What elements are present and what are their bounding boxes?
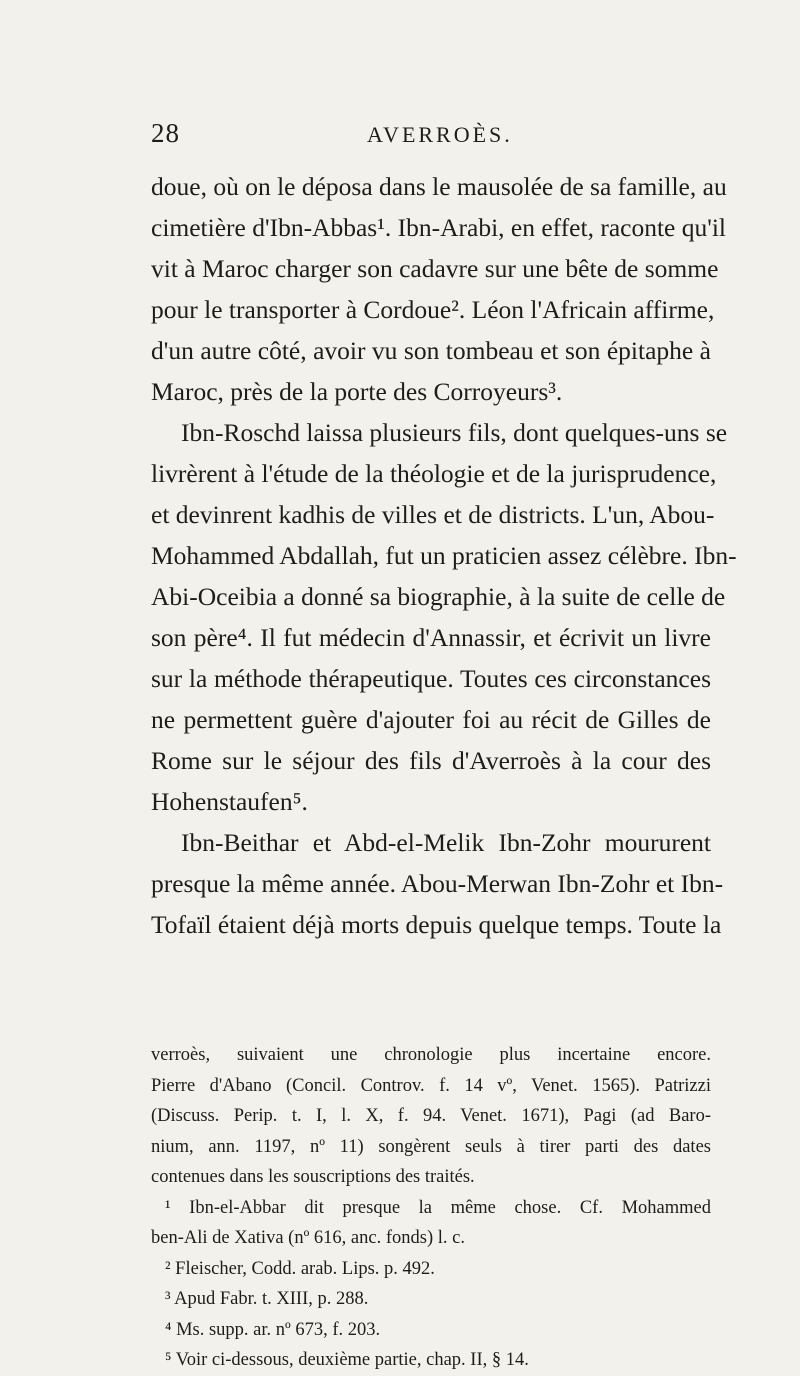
footnote-line: contenues dans les souscriptions des traités. <box>151 1167 475 1187</box>
body-line: pour le transporter à Cordoue². Léon l'Africain affirme, <box>151 295 715 324</box>
footnote-line: nium, ann. 1197, nº 11) songèrent seuls à tirer parti des dates <box>151 1136 711 1157</box>
body-line: livrèrent à l'étude de la théologie et de la jurisprudence, <box>151 459 717 488</box>
footnote-5: ⁵ Voir ci-dessous, deuxième partie, chap. II, § 14. <box>165 1350 529 1370</box>
body-line: et devinrent kadhis de villes et de districts. L'un, Abou- <box>151 500 715 529</box>
body-line: Rome sur le séjour des fils d'Averroès à la cour des <box>151 746 711 775</box>
body-line: doue, où on le déposa dans le mausolée de sa famille, au <box>151 172 727 201</box>
footnote-line: verroès, suivaient une chronologie plus incertaine encore. <box>151 1045 711 1065</box>
footnote-2: ² Fleischer, Codd. arab. Lips. p. 492. <box>165 1258 435 1279</box>
footnote-line: ben-Ali de Xativa (nº 616, anc. fonds) l. c. <box>151 1228 465 1248</box>
body-line: cimetière d'Ibn-Abbas¹. Ibn-Arabi, en effet, raconte qu'il <box>151 213 727 242</box>
running-title: AVERROÈS. <box>367 122 513 147</box>
body-line: vit à Maroc charger son cadavre sur une bête de somme <box>151 254 719 283</box>
body-line: ne permettent guère d'ajouter foi au récit de Gilles de <box>151 705 711 734</box>
body-line: son père⁴. Il fut médecin d'Annassir, et écrivit un livre <box>151 623 711 652</box>
body-line: presque la même année. Abou-Merwan Ibn-Zohr et Ibn- <box>151 869 724 898</box>
footnote-line: Pierre d'Abano (Concil. Controv. f. 14 vº, Venet. 1565). Patrizzi <box>151 1075 711 1096</box>
footnote-1: ¹ Ibn-el-Abbar dit presque la même chose. Cf. Mohammed <box>165 1197 711 1218</box>
footnotes <box>151 1040 711 1376</box>
footnote-line: (Discuss. Perip. t. I, l. X, f. 94. Venet. 1671), Pagi (ad Baro- <box>151 1106 711 1126</box>
body-line: Tofaïl étaient déjà morts depuis quelque temps. Toute la <box>151 910 722 939</box>
page-number: 28 <box>151 118 180 148</box>
body-line: Abi-Oceibia a donné sa biographie, à la suite de celle de <box>151 582 726 611</box>
footnote-4: ⁴ Ms. supp. ar. nº 673, f. 203. <box>165 1319 381 1340</box>
body-line: Mohammed Abdallah, fut un praticien assez célèbre. Ibn- <box>151 541 737 570</box>
body-line: Maroc, près de la porte des Corroyeurs³. <box>151 377 563 406</box>
footnote-3: ³ Apud Fabr. t. XIII, p. 288. <box>165 1289 369 1309</box>
body-text <box>151 166 737 945</box>
page-header <box>151 118 711 154</box>
body-line-italic-title: sur la méthode thérapeutique. Toutes ces circonstances <box>151 664 711 693</box>
body-line: Ibn-Roschd laissa plusieurs fils, dont quelques-uns se <box>181 418 728 447</box>
body-line: Ibn-Beithar et Abd-el-Melik Ibn-Zohr moururent <box>181 828 711 857</box>
body-line: d'un autre côté, avoir vu son tombeau et son épitaphe à <box>151 336 711 365</box>
body-line: Hohenstaufen⁵. <box>151 787 308 816</box>
